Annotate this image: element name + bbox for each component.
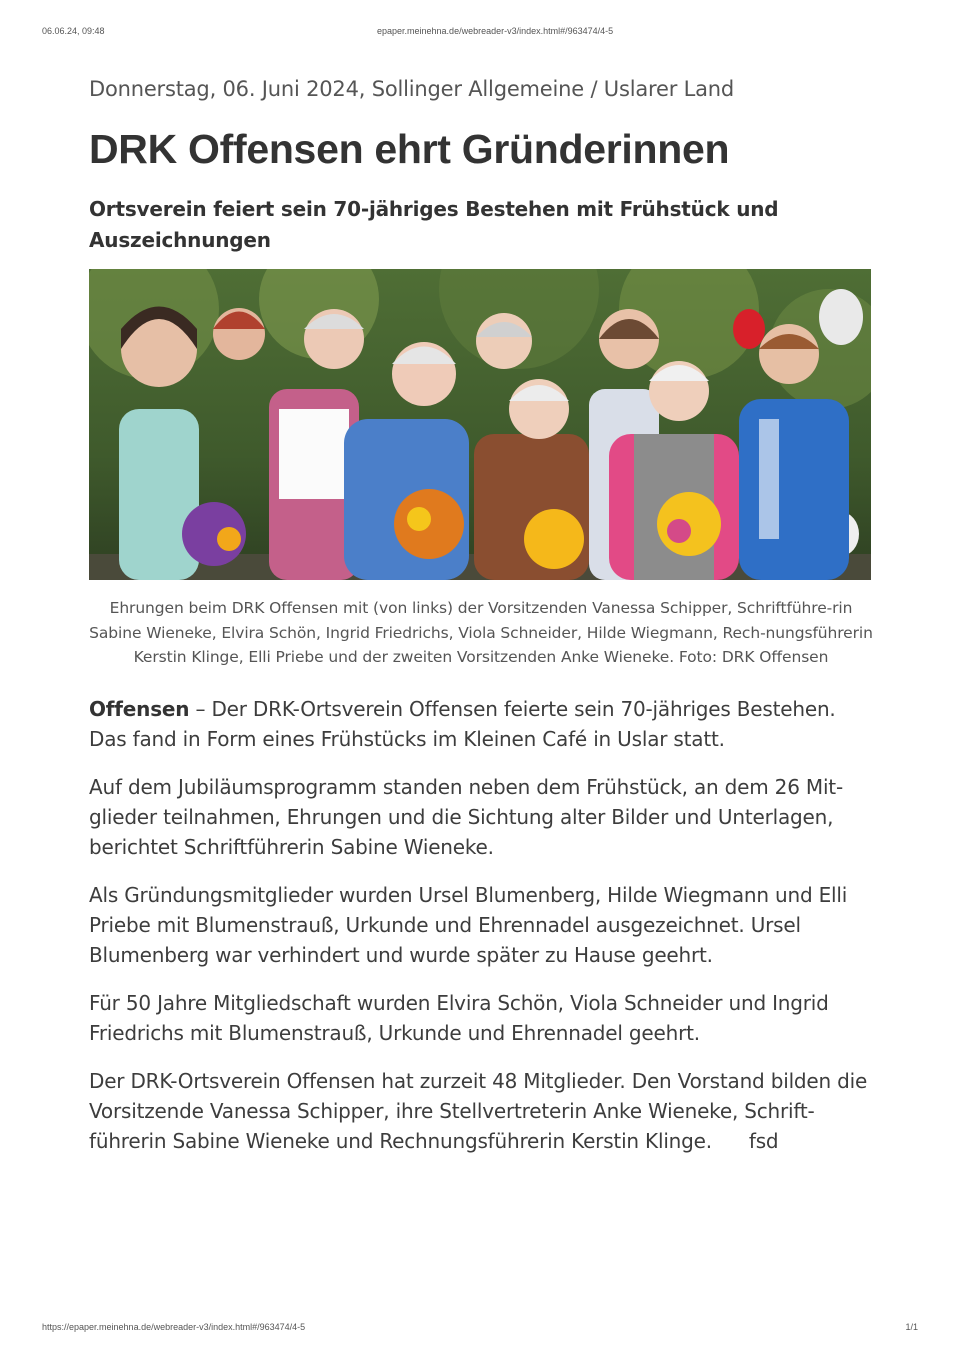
print-url[interactable]: epaper.meinehna.de/webreader-v3/index.html#/963474/4-5: [377, 26, 614, 36]
article-lead-word: Offensen: [89, 696, 190, 721]
article-paragraph: Als Gründungsmitglieder wurden Ursel Blumenberg, Hilde Wiegmann und Elli Priebe mit Blumenstrauß, Urkunde und Ehrennadel ausgezeichnet. Ursel Blumenberg war verhindert und wurde später zu Hause geehrt.: [89, 882, 848, 967]
article-dateline: Donnerstag, 06. Juni 2024, Sollinger Allgemeine / Uslarer Land: [89, 77, 735, 101]
footer-url[interactable]: https://epaper.meinehna.de/webreader-v3/index.html#/963474/4-5: [42, 1322, 306, 1332]
photo-caption: Ehrungen beim DRK Offensen mit (von links) der Vorsitzenden Vanessa Schipper, Schriftführe-rin Sabine Wieneke, Elvira Schön, Ingrid Friedrichs, Viola Schneider, Hilde Wiegmann, Rech-nungsführerin Kerstin Klinge, Elli Priebe und der zweiten Vorsitzenden Anke Wieneke. Foto: DRK Offensen: [89, 599, 873, 666]
article-headline: DRK Offensen ehrt Gründerinnen: [89, 126, 730, 172]
article-photo: [89, 269, 871, 580]
print-date: 06.06.24, 09:48: [42, 26, 105, 36]
article-paragraph-text: – Der DRK-Ortsverein Offensen feierte sein 70-jähriges Bestehen. Das fand in Form eines Frühstücks im Kleinen Café in Uslar statt.: [89, 696, 836, 751]
footer-page-number: 1/1: [905, 1322, 918, 1332]
article-body: [89, 694, 873, 1156]
article-paragraph: Für 50 Jahre Mitgliedschaft wurden Elvira Schön, Viola Schneider und Ingrid Friedrichs mit Blumenstrauß, Urkunde und Ehrennadel geehrt.: [89, 990, 829, 1045]
print-footer: [42, 1322, 918, 1336]
article-paragraph: [89, 694, 873, 754]
article-subheadline: Ortsverein feiert sein 70-jähriges Bestehen mit Frühstück und Auszeichnungen: [89, 197, 779, 252]
print-header: [42, 26, 918, 40]
article-paragraph: Der DRK-Ortsverein Offensen hat zurzeit 48 Mitglieder. Den Vorstand bilden die Vorsitzende Vanessa Schipper, ihre Stellvertreterin Anke Wieneke, Schrift-führerin Sabine Wieneke und Rechnungsführerin Kerstin Klinge. fsd: [89, 1068, 874, 1153]
article-paragraph: Auf dem Jubiläumsprogramm standen neben dem Frühstück, an dem 26 Mit-glieder teilnahmen, Ehrungen und die Sichtung alter Bilder und Unterlagen, berichtet Schriftführerin Sabine Wieneke.: [89, 774, 843, 859]
article: [89, 70, 873, 1174]
